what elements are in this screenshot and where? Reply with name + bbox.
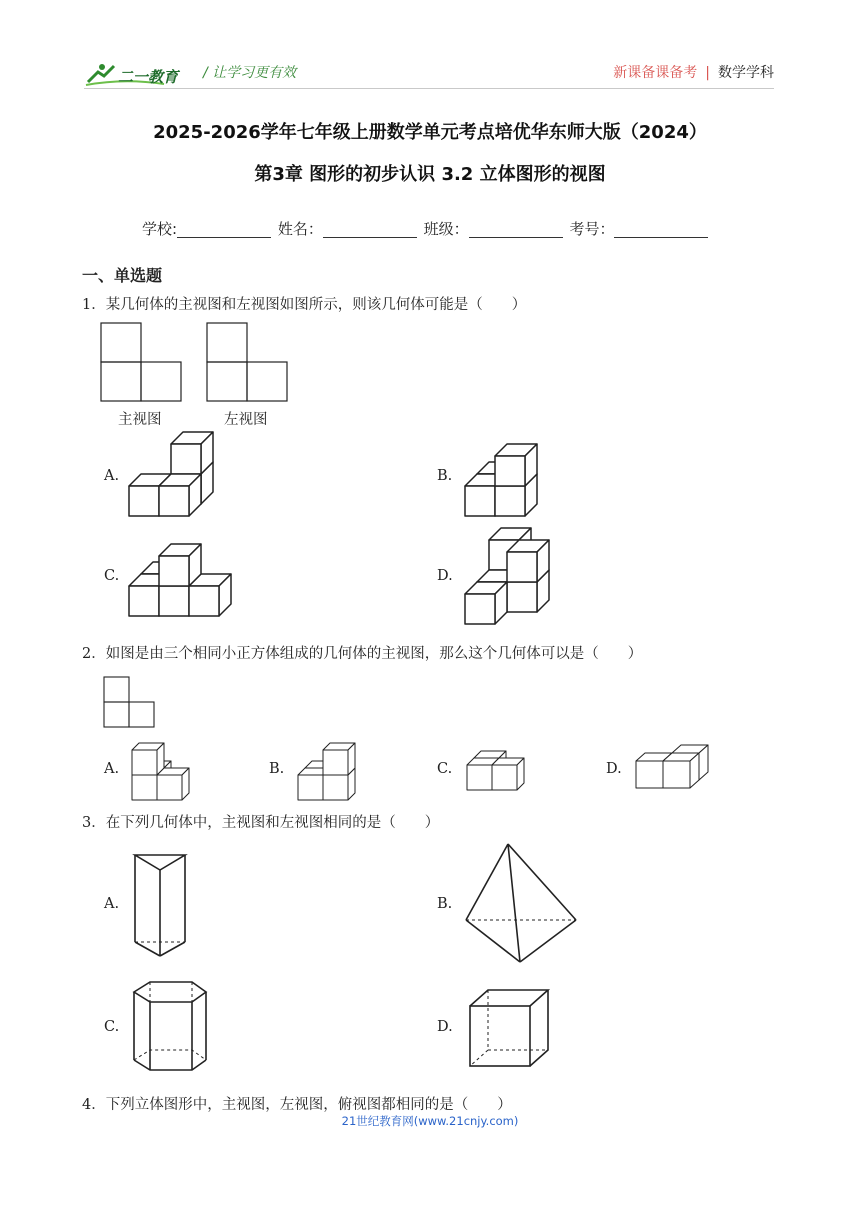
page-title: 2025-2026学年七年级上册数学单元考点培优华东师大版（2024） [153, 122, 707, 143]
q3-option-b[interactable]: B. [437, 896, 453, 912]
q2-front-view-figure [103, 676, 157, 730]
header-separator: | [705, 65, 710, 81]
school-field[interactable] [177, 221, 271, 238]
q1-option-d-figure [462, 530, 572, 626]
q3-option-d[interactable]: D. [437, 1019, 453, 1035]
left-view-caption: 左视图 [224, 412, 268, 428]
header-slogan: / 让学习更有效 [203, 65, 297, 81]
cube-icon [157, 768, 189, 800]
q1-option-d[interactable]: D. [437, 568, 453, 584]
q3-option-c[interactable]: C. [104, 1019, 120, 1035]
cube-icon [159, 544, 201, 586]
q3-hexagonal-prism-figure [130, 978, 210, 1076]
q2-option-c-figure [465, 746, 527, 792]
footer-source: 21世纪教育网(www.21cnjy.com) [341, 1114, 519, 1128]
exam-number-label: 考号： [569, 220, 615, 238]
q3-option-a[interactable]: A. [104, 896, 120, 912]
student-info-row [142, 218, 710, 239]
question-1-stem: 1．某几何体的主视图和左视图如图所示，则该几何体可能是（ ） [82, 297, 527, 313]
header-right [613, 62, 774, 82]
cube-icon [492, 758, 524, 790]
cube-icon [495, 444, 537, 486]
question-2-stem: 2．如图是由三个相同小正方体组成的几何体的主视图，那么这个几何体可以是（ ） [82, 646, 643, 662]
cube-icon [132, 743, 164, 775]
question-4-stem: 4．下列立体图形中，主视图，左视图，俯视图都相同的是（ ） [82, 1097, 512, 1113]
cube-icon [159, 474, 201, 516]
exam-number-field[interactable] [614, 221, 708, 238]
q3-cube-figure [466, 986, 556, 1072]
page-subtitle: 第3章 图形的初步认识 3.2 立体图形的视图 [254, 164, 606, 185]
cube-icon [171, 432, 213, 474]
school-label: 学校: [142, 220, 178, 238]
q3-pyramid-figure [462, 840, 582, 966]
cube-icon [663, 753, 699, 788]
q2-option-a-figure [130, 738, 192, 802]
q1-option-a[interactable]: A. [104, 468, 120, 484]
front-view-caption: 主视图 [118, 412, 162, 428]
q1-option-c[interactable]: C. [104, 568, 120, 584]
cube-icon [507, 540, 549, 582]
q1-option-b-figure [462, 434, 557, 518]
q2-option-b[interactable]: B. [269, 761, 285, 777]
logo-text: 二一教育 [118, 68, 179, 86]
q2-option-d-figure [634, 746, 704, 790]
q3-triangular-prism-figure [130, 850, 190, 960]
q1-option-a-figure [126, 436, 221, 518]
question-3-stem: 3．在下列几何体中，主视图和左视图相同的是（ ） [82, 815, 440, 831]
q2-option-d[interactable]: D. [606, 761, 622, 777]
class-label: 班级： [423, 220, 469, 238]
cube-icon [323, 743, 355, 775]
header-divider [84, 88, 774, 89]
q1-views-figure [100, 322, 300, 402]
q1-option-c-figure [126, 536, 251, 618]
class-field[interactable] [469, 221, 563, 238]
q2-option-a[interactable]: A. [104, 761, 120, 777]
q2-option-b-figure [296, 738, 358, 802]
header-course-label: 新课备课备考 [613, 65, 698, 81]
header-subject-label: 数学学科 [718, 65, 774, 81]
section-title: 一、单选题 [82, 266, 163, 285]
q1-option-b[interactable]: B. [437, 468, 453, 484]
q2-option-c[interactable]: C. [437, 761, 453, 777]
cube-icon [465, 582, 507, 624]
name-label: 姓名： [277, 220, 323, 238]
name-field[interactable] [323, 221, 417, 238]
